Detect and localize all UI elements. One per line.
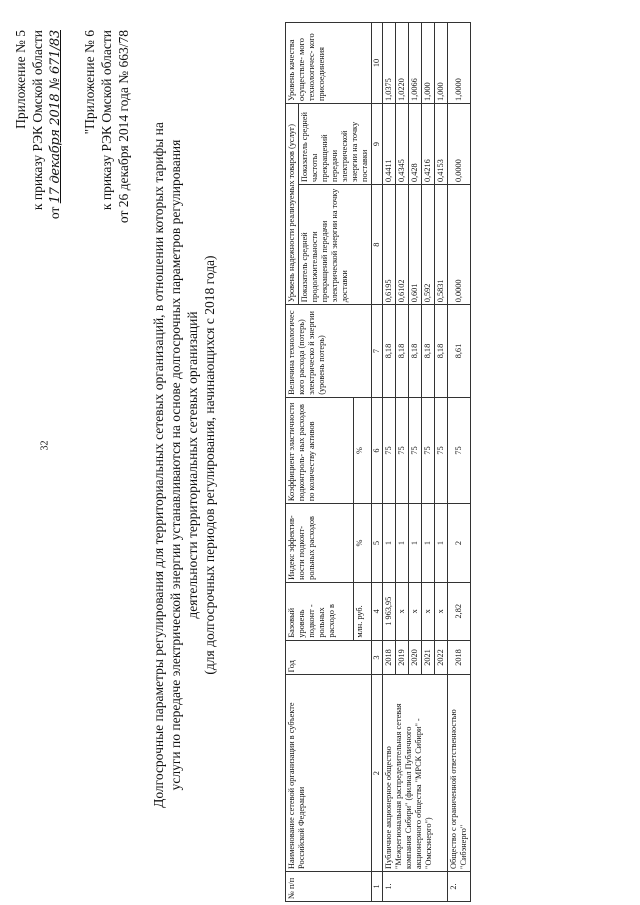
cell-duration: 0,0000 bbox=[448, 184, 471, 304]
cell-year: 2021 bbox=[422, 640, 435, 675]
cell-duration: 0,601 bbox=[409, 184, 422, 304]
header-index: Индекс эффектив- ности подконт- рольных расходов bbox=[286, 504, 354, 583]
title-line-2: услуги по передаче электрической энергии устанавливаются на основе долгосрочных параметров регулирования bbox=[168, 139, 183, 791]
header-year: Год bbox=[286, 640, 372, 675]
appendix-line-5: к приказу РЭК Омской области bbox=[99, 30, 114, 211]
appendix-header bbox=[12, 30, 132, 320]
cell-coef: 75 bbox=[383, 397, 396, 503]
cell-quality: 1,0000 bbox=[448, 23, 471, 104]
row-number: 1. bbox=[383, 871, 448, 901]
cell-index: 1 bbox=[409, 504, 422, 583]
title-line-4: (для долгосрочных периодов регулирования, начинающихся с 2018 года) bbox=[202, 255, 217, 675]
cell-duration: 0,592 bbox=[422, 184, 435, 304]
appendix-line-2: к приказу РЭК Омской области bbox=[30, 30, 45, 211]
cell-index: 1 bbox=[435, 504, 448, 583]
col-number: 4 bbox=[372, 582, 383, 640]
table-row bbox=[448, 23, 471, 902]
cell-loss: 8,18 bbox=[409, 305, 422, 398]
appendix-line-1: Приложение № 5 bbox=[13, 30, 28, 129]
cell-index: 1 bbox=[422, 504, 435, 583]
cell-coef: 75 bbox=[448, 397, 471, 503]
appendix-line-4: "Приложение № 6 bbox=[82, 30, 97, 135]
cell-year: 2018 bbox=[448, 640, 471, 675]
header-num: № п/п bbox=[286, 871, 372, 901]
cell-duration: 0,6195 bbox=[383, 184, 396, 304]
cell-frequency: 0,428 bbox=[409, 104, 422, 185]
cell-coef: 75 bbox=[435, 397, 448, 503]
appendix-line-3 bbox=[46, 30, 64, 320]
title-line-1: Долгосрочные параметры регулирования для территориальных сетевых организаций, в отношении которых тарифы на bbox=[151, 122, 166, 808]
col-number: 6 bbox=[372, 397, 383, 503]
col-number: 3 bbox=[372, 640, 383, 675]
table-body bbox=[372, 23, 471, 902]
title-line-3: деятельности территориальных сетевых организаций bbox=[185, 311, 200, 619]
cell-year: 2020 bbox=[409, 640, 422, 675]
cell-duration: 0,5831 bbox=[435, 184, 448, 304]
header-quality: Уровень качества осуществле- мого технологичес- кого присоединения bbox=[286, 23, 372, 104]
document-title bbox=[150, 45, 218, 885]
cell-coef: 75 bbox=[422, 397, 435, 503]
cell-frequency: 0,4345 bbox=[396, 104, 409, 185]
cell-quality: 1,0066 bbox=[409, 23, 422, 104]
cell-base: 1 963,95 bbox=[383, 582, 396, 640]
table-row bbox=[383, 23, 396, 902]
org-name: Общество с ограниченной ответственностью "Сибэнерго" bbox=[448, 675, 471, 872]
row-number: 2. bbox=[448, 871, 471, 901]
col-number: 1 bbox=[372, 871, 383, 901]
cell-index: 2 bbox=[448, 504, 471, 583]
header-duration: Показатель средней продолжительности прекращений передачи электрической энергии на точку доставки bbox=[299, 184, 372, 304]
cell-frequency: 0,4153 bbox=[435, 104, 448, 185]
col-number: 5 bbox=[372, 504, 383, 583]
cell-coef: 75 bbox=[396, 397, 409, 503]
unit-coef: % bbox=[354, 397, 372, 503]
parameters-table-wrap bbox=[285, 22, 471, 902]
cell-base: х bbox=[422, 582, 435, 640]
unit-index: % bbox=[354, 504, 372, 583]
header-org: Наименование сетевой организации в субъекте Российской Федерации bbox=[286, 675, 372, 872]
cell-quality: 1,0220 bbox=[396, 23, 409, 104]
cell-frequency: 0,4216 bbox=[422, 104, 435, 185]
appendix-date-prefix: от bbox=[47, 206, 62, 220]
cell-base: х bbox=[409, 582, 422, 640]
header-frequency: Показатель средней частоты прекращений передачи электрической энергии на точку поставки bbox=[299, 104, 372, 185]
cell-year: 2018 bbox=[383, 640, 396, 675]
cell-base: х bbox=[396, 582, 409, 640]
parameters-table bbox=[285, 22, 471, 902]
col-number: 8 bbox=[372, 184, 383, 304]
cell-year: 2022 bbox=[435, 640, 448, 675]
org-name: Публичное акционерное общество "Межрегиональная распределительная сетевая компания Сибири" (филиал Публичного акционерного общества "МРСК Сибири" - "Омскэнерго") bbox=[383, 675, 448, 872]
appendix-line-6: от 26 декабря 2014 года № 663/78 bbox=[116, 30, 131, 224]
header-coef: Коэффициент эластичности подконтроль- ных расходов по количеству активов bbox=[286, 397, 354, 503]
cell-duration: 0,6102 bbox=[396, 184, 409, 304]
col-number: 7 bbox=[372, 305, 383, 398]
unit-base: млн. руб. bbox=[354, 582, 372, 640]
header-loss: Величина технологичес кого расхода (потерь) электрическо й энергии (уровень потерь) bbox=[286, 305, 372, 398]
cell-loss: 8,18 bbox=[383, 305, 396, 398]
page-number: 32 bbox=[39, 440, 51, 451]
cell-frequency: 0,4411 bbox=[383, 104, 396, 185]
col-number: 2 bbox=[372, 675, 383, 872]
cell-quality: 1,0375 bbox=[383, 23, 396, 104]
cell-loss: 8,18 bbox=[435, 305, 448, 398]
cell-loss: 8,18 bbox=[396, 305, 409, 398]
header-reliability: Уровень надежности реализуемых товаров (услуг) bbox=[286, 104, 299, 305]
column-number-row bbox=[372, 23, 383, 902]
cell-year: 2019 bbox=[396, 640, 409, 675]
handwritten-date: 17 декабря 2018 № 671/83 bbox=[48, 30, 63, 204]
cell-quality: 1,000 bbox=[422, 23, 435, 104]
cell-loss: 8,61 bbox=[448, 305, 471, 398]
cell-index: 1 bbox=[396, 504, 409, 583]
header-base: Базовый уровень подконт - рольных расходо в bbox=[286, 582, 354, 640]
col-number: 9 bbox=[372, 104, 383, 185]
cell-frequency: 0,0000 bbox=[448, 104, 471, 185]
cell-quality: 1,000 bbox=[435, 23, 448, 104]
cell-base: х bbox=[435, 582, 448, 640]
col-number: 10 bbox=[372, 23, 383, 104]
cell-index: 1 bbox=[383, 504, 396, 583]
cell-base: 2,82 bbox=[448, 582, 471, 640]
cell-coef: 75 bbox=[409, 397, 422, 503]
cell-loss: 8,18 bbox=[422, 305, 435, 398]
